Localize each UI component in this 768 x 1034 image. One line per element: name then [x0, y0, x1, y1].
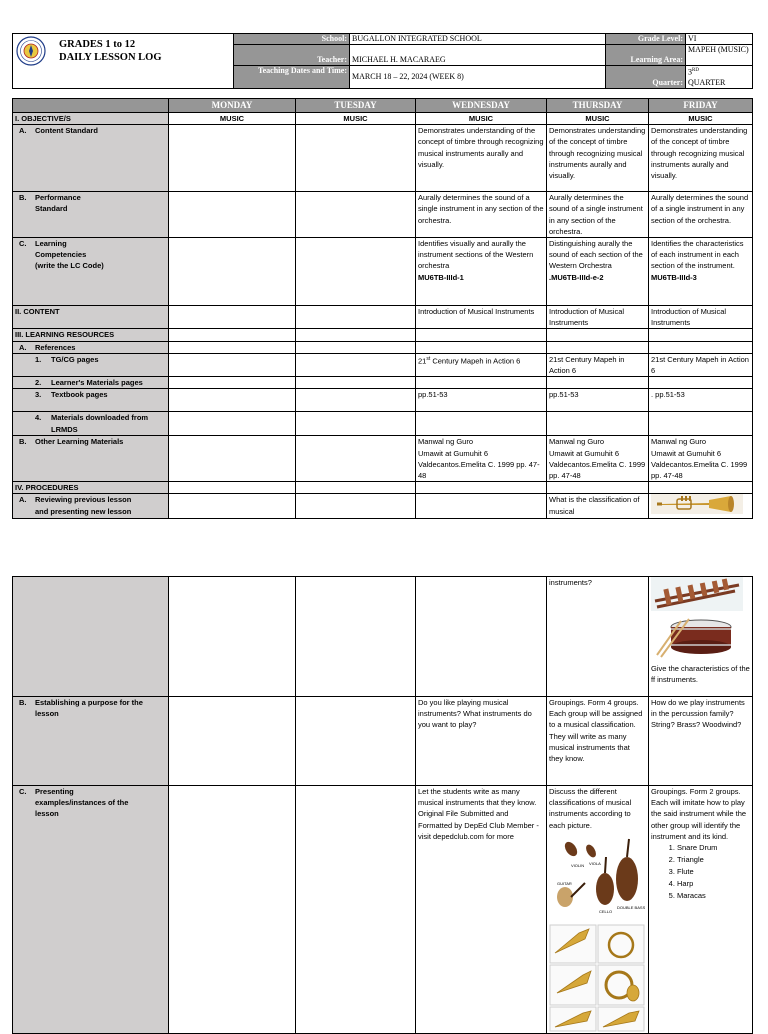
- item-key: 2.: [35, 378, 42, 388]
- lm-text: Learner's Materials pages: [51, 378, 143, 388]
- objectives-heading: I. OBJECTIVE/S: [13, 113, 169, 125]
- presenting-text-1: Presenting: [35, 787, 74, 796]
- thu-performance: Aurally determines the sound of a single instrument in any section of the orchestra.: [547, 192, 649, 238]
- subject-thursday: MUSIC: [547, 113, 649, 125]
- wed-other: [416, 436, 547, 482]
- wed-review-cont: [416, 577, 547, 697]
- item-key: B.: [19, 698, 27, 707]
- thu-other-3: Valdecantos.Emelita C. 1999 pp. 47-48: [549, 459, 646, 481]
- mon-performance: [169, 192, 296, 238]
- mon-purpose: [169, 697, 296, 786]
- area-label: Learning Area:: [606, 45, 686, 66]
- quarter-value: [686, 66, 753, 89]
- fri-other-2: Umawit at Gumuhit 6: [651, 448, 722, 458]
- performance-text-1: Performance: [35, 193, 81, 203]
- list-item: 1. Snare Drum: [677, 842, 750, 854]
- thu-lc-code: .MU6TB-IIId-e-2: [549, 272, 604, 282]
- day-thursday: THURSDAY: [547, 99, 649, 113]
- item-key: A.: [19, 126, 27, 136]
- item-key: A.: [19, 342, 27, 352]
- fri-lc-text: Identifies the characteristics of each instrument in each section of the instrument.: [651, 239, 744, 271]
- form-title-line2: DAILY LESSON LOG: [59, 52, 162, 63]
- tue-presenting: [296, 786, 416, 1034]
- label-violin: VIOLIN: [571, 862, 585, 868]
- wed-content: Introduction of Musical Instruments: [416, 306, 547, 329]
- day-wednesday: WEDNESDAY: [416, 99, 547, 113]
- resources-heading: III. LEARNING RESOURCES: [13, 329, 169, 341]
- references-label: [13, 341, 169, 353]
- thu-purpose: Groupings. Form 4 groups. Each group will be assigned to a musical classification. They will write as many musical instruments that they know.: [547, 697, 649, 786]
- quarter-label: Quarter:: [606, 66, 686, 89]
- label-cello: CELLO: [599, 908, 613, 914]
- lrmds-text-2: LRMDS: [51, 424, 78, 434]
- other-materials-text: Other Learning Materials: [35, 437, 124, 447]
- other-materials-label: [13, 436, 169, 482]
- thu-tg: 21st Century Mapeh in Action 6: [547, 353, 649, 376]
- presenting-text-2: examples/instances of the: [35, 798, 129, 808]
- fri-tg: 21st Century Mapeh in Action 6: [649, 353, 753, 376]
- thu-other-2: Umawit at Gumuhit 6: [549, 448, 620, 458]
- thu-content-standard: Demonstrates understanding of the concept of timbre through recognizing musical instruments aurally and visually.: [547, 125, 649, 192]
- fri-purpose: How do we play instruments in the percussion family? String? Brass? Woodwind?: [649, 697, 753, 786]
- fri-present-text: Groupings. Form 2 groups. Each will imitate how to play the said instrument while the other group will identify the instrument and its kind.: [651, 787, 747, 841]
- fri-performance: Aurally determines the sound of a single instrument in any section of the orchestra.: [649, 192, 753, 238]
- subject-tuesday: MUSIC: [296, 113, 416, 125]
- list-item: 4. Harp: [677, 878, 750, 890]
- wed-tg: [416, 353, 547, 376]
- mon-other: [169, 436, 296, 482]
- snare-drum-image: [651, 615, 743, 659]
- item-key: A.: [19, 495, 27, 505]
- fri-content-standard: Demonstrates understanding of the concept of timbre through recognizing musical instruments aurally and visually.: [649, 125, 753, 192]
- wed-other-1: Manwal ng Guro: [418, 437, 474, 447]
- mon-content-standard: [169, 125, 296, 192]
- purpose-label: [13, 697, 169, 786]
- wed-lc: [416, 238, 547, 306]
- lc-text-2: Competencies: [35, 250, 87, 260]
- item-key: B.: [19, 193, 27, 203]
- label-guitar: GUITAR: [557, 880, 572, 886]
- thu-other: [547, 436, 649, 482]
- quarter-suffix: RD: [692, 68, 699, 73]
- form-title-line1: GRADES 1 to 12: [59, 39, 136, 50]
- review-label: [13, 494, 169, 518]
- review-text-2: and presenting new lesson: [35, 506, 132, 516]
- content-heading: II. CONTENT: [13, 306, 169, 329]
- thu-review-cont: instruments?: [547, 577, 649, 697]
- wed-review: [416, 494, 547, 518]
- area-value: MAPEH (MUSIC): [686, 45, 753, 66]
- lesson-log-table-page1: [12, 98, 753, 519]
- mon-tg: [169, 353, 296, 376]
- trumpet-image: [651, 494, 743, 514]
- day-friday: FRIDAY: [649, 99, 753, 113]
- presenting-text-3: lesson: [35, 809, 59, 819]
- item-key: C.: [19, 239, 27, 249]
- tue-content-standard: [296, 125, 416, 192]
- fri-other-1: Manwal ng Guro: [651, 437, 707, 447]
- xylophone-image: [651, 577, 743, 611]
- wed-lc-text: Identifies visually and aurally the instrument sections of the Western orchestra: [418, 239, 534, 271]
- tue-review-cont: [296, 577, 416, 697]
- wed-purpose: Do you like playing musical instruments? What instruments do you want to play?: [416, 697, 547, 786]
- quarter-word: QUARTER: [688, 77, 726, 87]
- dates-value: MARCH 18 – 22, 2024 (WEEK 8): [350, 66, 606, 89]
- mon-textbook: [169, 389, 296, 412]
- school-value: BUGALLON INTEGRATED SCHOOL: [350, 34, 606, 45]
- quarter-number: 3: [688, 67, 692, 77]
- wed-other-2: Umawit at Gumuhit 6: [418, 448, 489, 458]
- thu-lc: [547, 238, 649, 306]
- fri-review-caption: Give the characteristics of the ff instruments.: [651, 664, 750, 685]
- fri-lc-code: MU6TB-IIId-3: [651, 272, 697, 282]
- wed-present-text-2: Original File Submitted and Formatted by DepEd Club Member - visit depedclub.com for more: [418, 809, 539, 841]
- wed-presenting: [416, 786, 547, 1034]
- wed-tg-sup: st: [426, 355, 431, 362]
- brass-instruments-image: [549, 923, 647, 1033]
- fri-textbook: . pp.51-53: [649, 389, 753, 412]
- thu-presenting: [547, 786, 649, 1034]
- thu-content: Introduction of Musical Instruments: [547, 306, 649, 329]
- mon-content: [169, 306, 296, 329]
- header-info-table: [233, 33, 753, 89]
- textbook-text: Textbook pages: [51, 390, 108, 400]
- lc-text-3: (write the LC Code): [35, 261, 104, 271]
- list-item: 2. Triangle: [677, 854, 750, 866]
- tg-label: [13, 353, 169, 376]
- purpose-text-1: Establishing a purpose for the: [35, 698, 143, 707]
- tue-other: [296, 436, 416, 482]
- content-standard-label: [13, 125, 169, 192]
- lrmds-label: [13, 412, 169, 436]
- review-text-1: Reviewing previous lesson: [35, 495, 132, 505]
- tue-textbook: [296, 389, 416, 412]
- label-viola: VIOLA: [589, 860, 601, 866]
- string-family-image: [549, 835, 645, 919]
- dates-label: Teaching Dates and Time:: [234, 66, 350, 89]
- item-key: 4.: [35, 413, 42, 423]
- fri-lc: [649, 238, 753, 306]
- fri-other-3: Valdecantos.Emelita C. 1999 pp. 47-48: [651, 459, 748, 481]
- deped-seal-icon: [16, 36, 46, 66]
- grade-label: Grade Level:: [606, 34, 686, 45]
- lm-label: [13, 377, 169, 389]
- purpose-text-2: lesson: [35, 709, 59, 719]
- lrmds-text-1: Materials downloaded from: [51, 413, 149, 423]
- teacher-value: MICHAEL H. MACARAEG: [350, 45, 606, 66]
- subject-monday: MUSIC: [169, 113, 296, 125]
- thu-textbook: pp.51-53: [547, 389, 649, 412]
- day-monday: MONDAY: [169, 99, 296, 113]
- item-key: C.: [19, 787, 27, 796]
- fri-content: Introduction of Musical Instruments: [649, 306, 753, 329]
- subject-friday: MUSIC: [649, 113, 753, 125]
- wed-content-standard: Demonstrates understanding of the concept of timbre through recognizing musical instruments aurally and visually.: [416, 125, 547, 192]
- textbook-label: [13, 389, 169, 412]
- mon-lc: [169, 238, 296, 306]
- presenting-label: [13, 786, 169, 1034]
- wed-performance: Aurally determines the sound of a single instrument in any section of the orchestra.: [416, 192, 547, 238]
- learning-competencies-label: [13, 238, 169, 306]
- tue-performance: [296, 192, 416, 238]
- mon-review-cont: [169, 577, 296, 697]
- procedures-heading: IV. PROCEDURES: [13, 482, 169, 494]
- tue-content: [296, 306, 416, 329]
- corner-cell: [13, 99, 169, 113]
- wed-other-3: Valdecantos.Emelita C. 1999 pp. 47-48: [418, 459, 540, 481]
- grade-value: VI: [686, 34, 753, 45]
- teacher-label: Teacher:: [234, 45, 350, 66]
- school-label: School:: [234, 34, 350, 45]
- tue-review: [296, 494, 416, 518]
- item-key: 1.: [35, 354, 42, 364]
- fri-other: [649, 436, 753, 482]
- content-standard-text: Content Standard: [35, 126, 98, 136]
- fri-review-cont: [649, 577, 753, 697]
- fri-review: [649, 494, 753, 518]
- thu-review: What is the classification of musical: [547, 494, 649, 518]
- wed-tg-post: Century Mapeh in Action 6: [430, 356, 521, 366]
- thu-other-1: Manwal ng Guro: [549, 437, 605, 447]
- performance-standard-label: [13, 192, 169, 238]
- day-tuesday: TUESDAY: [296, 99, 416, 113]
- lc-text-1: Learning: [35, 239, 67, 249]
- tg-text: TG/CG pages: [51, 354, 99, 364]
- performance-text-2: Standard: [35, 204, 68, 214]
- tue-purpose: [296, 697, 416, 786]
- subject-wednesday: MUSIC: [416, 113, 547, 125]
- wed-tg-pre: 21: [418, 356, 427, 366]
- list-item: 5. Maracas: [677, 890, 750, 902]
- list-item: 3. Flute: [677, 866, 750, 878]
- item-key: B.: [19, 437, 27, 447]
- mon-presenting: [169, 786, 296, 1034]
- lesson-log-table-page2: [12, 576, 753, 1034]
- tue-tg: [296, 353, 416, 376]
- fri-presenting: [649, 786, 753, 1034]
- wed-lc-code: MU6TB-IIId-1: [418, 272, 464, 282]
- references-text: References: [35, 342, 76, 352]
- tue-lc: [296, 238, 416, 306]
- instrument-list: [651, 842, 750, 902]
- item-key: 3.: [35, 390, 42, 400]
- wed-textbook: pp.51-53: [416, 389, 547, 412]
- review-label-continued: [13, 577, 169, 697]
- mon-review: [169, 494, 296, 518]
- label-double-bass: DOUBLE BASS: [617, 904, 645, 910]
- thu-present-text: Discuss the different classifications of musical instruments according to each picture.: [549, 787, 632, 830]
- thu-lc-text: Distinguishing aurally the sound of each section of the Western Orchestra: [549, 239, 643, 271]
- wed-present-text-1: Let the students write as many musical instruments that they know.: [418, 787, 537, 808]
